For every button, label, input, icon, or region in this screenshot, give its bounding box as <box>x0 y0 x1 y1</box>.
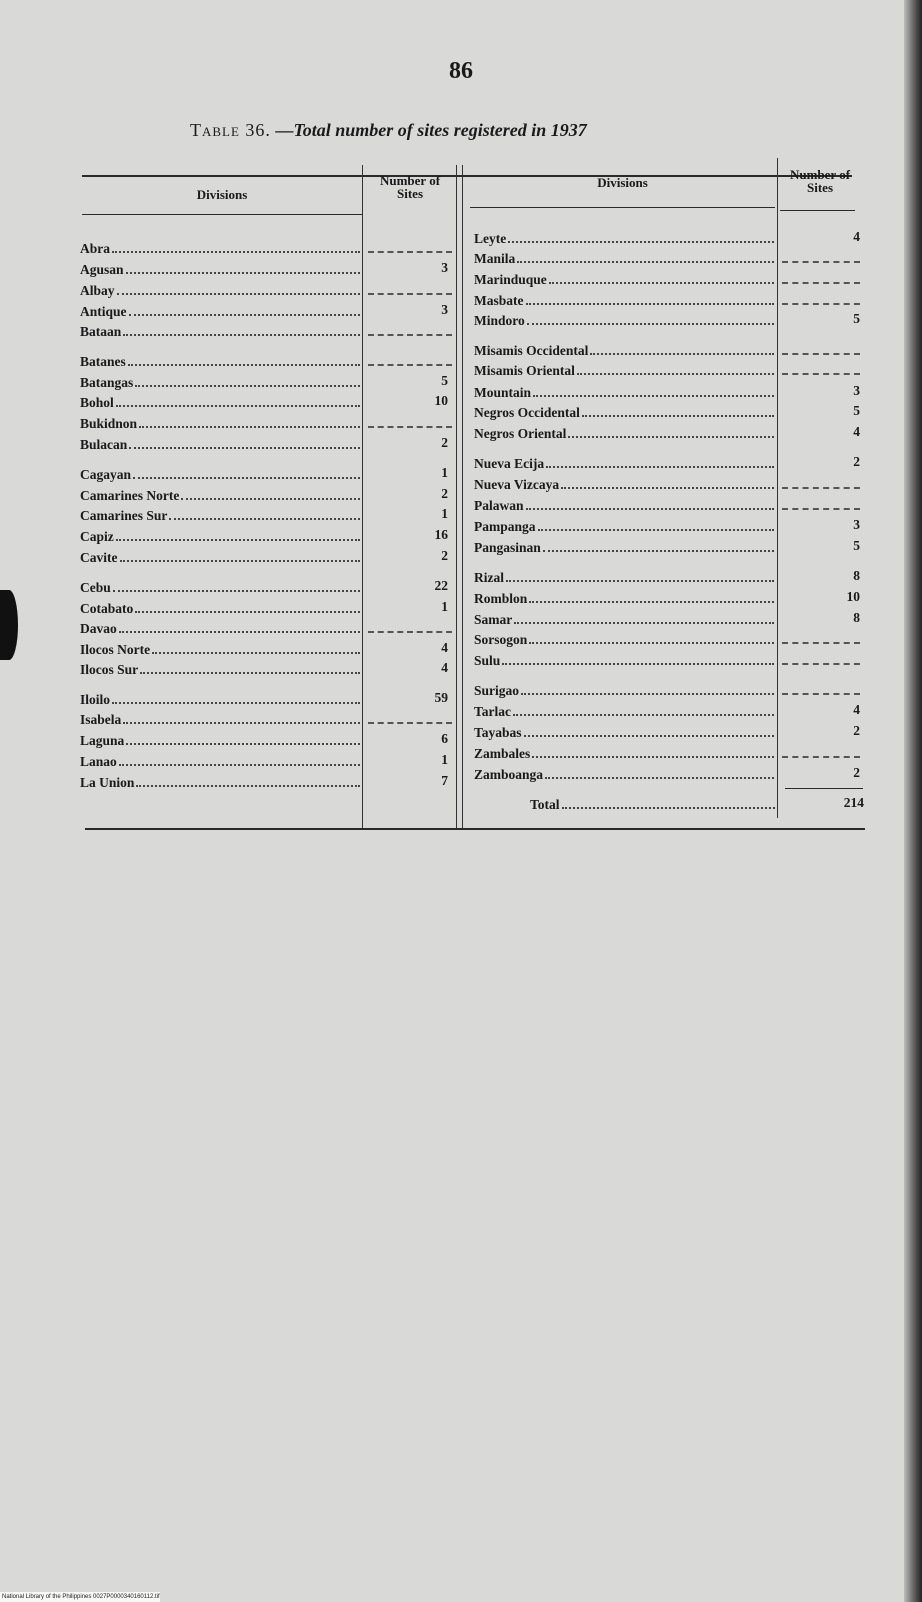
left-empty-count-dash <box>368 251 452 253</box>
right-leader-dots <box>526 302 775 305</box>
page-edge-shadow <box>904 0 922 1602</box>
right-leader-dots <box>549 281 774 284</box>
right-leader-dots <box>517 260 774 263</box>
left-row <box>80 239 360 257</box>
left-row <box>80 414 360 432</box>
left-row <box>80 599 360 617</box>
left-leader-dots <box>126 271 360 274</box>
right-row <box>474 744 774 762</box>
right-leader-dots <box>590 352 774 355</box>
left-division-name: La Union <box>80 775 135 790</box>
right-leader-dots <box>582 414 774 417</box>
right-site-count: 5 <box>853 538 860 553</box>
right-division-name: Surigao <box>474 683 520 698</box>
right-site-count: 5 <box>853 403 860 418</box>
right-site-count: 2 <box>853 454 860 469</box>
left-empty-count-dash <box>368 364 452 366</box>
left-row <box>80 710 360 728</box>
left-site-count: 7 <box>441 773 448 788</box>
header-sites-left <box>365 174 455 200</box>
header-rule-right <box>470 207 775 208</box>
left-leader-dots <box>152 651 360 654</box>
right-leader-dots <box>561 486 774 489</box>
left-division-name: Cebu <box>80 580 111 595</box>
left-row <box>80 640 360 658</box>
right-site-count: 4 <box>853 229 860 244</box>
right-division-name: Negros Oriental <box>474 426 567 441</box>
left-empty-count-dash <box>368 631 452 633</box>
right-row <box>474 424 774 442</box>
right-empty-count-dash <box>782 642 860 644</box>
left-row <box>80 578 360 596</box>
left-division-name: Laguna <box>80 733 125 748</box>
right-leader-dots <box>506 579 774 582</box>
left-empty-count-dash <box>368 293 452 295</box>
right-division-name: Nueva Ecija <box>474 456 545 471</box>
left-division-name: Capiz <box>80 529 114 544</box>
right-row <box>474 538 774 556</box>
left-leader-dots <box>135 610 360 613</box>
right-row <box>474 610 774 628</box>
left-row <box>80 435 360 453</box>
bottom-rule <box>85 828 865 830</box>
right-row <box>474 765 774 783</box>
right-division-name: Zambales <box>474 746 531 761</box>
right-leader-dots <box>543 549 774 552</box>
left-leader-dots <box>181 497 360 500</box>
right-leader-dots <box>577 372 774 375</box>
right-site-count: 8 <box>853 568 860 583</box>
right-leader-dots <box>521 692 774 695</box>
left-row <box>80 773 360 791</box>
right-row <box>474 517 774 535</box>
left-division-name: Bulacan <box>80 437 128 452</box>
right-division-name: Leyte <box>474 231 507 246</box>
left-site-count: 2 <box>441 435 448 450</box>
left-division-name: Cavite <box>80 550 118 565</box>
left-leader-dots <box>169 517 360 520</box>
left-leader-dots <box>128 363 360 366</box>
right-site-count: 2 <box>853 765 860 780</box>
right-division-name: Romblon <box>474 591 528 606</box>
right-site-count: 4 <box>853 702 860 717</box>
total-value: 214 <box>843 795 864 810</box>
left-division-name: Cotabato <box>80 601 134 616</box>
left-row <box>80 352 360 370</box>
left-division-name: Cagayan <box>80 467 132 482</box>
right-division-name: Zamboanga <box>474 767 544 782</box>
left-division-name: Albay <box>80 283 115 298</box>
left-division-name: Camarines Norte <box>80 488 180 503</box>
left-row <box>80 660 360 678</box>
right-division-name: Misamis Oriental <box>474 363 575 378</box>
col-divider-2 <box>456 165 457 828</box>
right-empty-count-dash <box>782 353 860 355</box>
right-row <box>474 702 774 720</box>
left-row <box>80 302 360 320</box>
header-rule-right-sites <box>780 210 855 211</box>
left-division-name: Antique <box>80 304 127 319</box>
left-leader-dots <box>129 313 360 316</box>
right-leader-dots <box>529 600 774 603</box>
right-division-name: Sorsogon <box>474 632 528 647</box>
right-division-name: Mountain <box>474 385 532 400</box>
right-empty-count-dash <box>782 303 860 305</box>
header-sites-right <box>780 168 860 194</box>
right-row <box>474 496 774 514</box>
left-row <box>80 752 360 770</box>
right-leader-dots <box>526 507 774 510</box>
left-division-name: Ilocos Sur <box>80 662 139 677</box>
right-row <box>474 651 774 669</box>
right-division-name: Mindoro <box>474 313 525 328</box>
left-site-count: 16 <box>434 527 448 542</box>
left-row <box>80 281 360 299</box>
header-divisions-left: Divisions <box>196 187 248 202</box>
right-division-name: Masbate <box>474 293 524 308</box>
right-empty-count-dash <box>782 487 860 489</box>
left-division-name: Bohol <box>80 395 114 410</box>
left-leader-dots <box>119 630 360 633</box>
left-leader-dots <box>119 763 360 766</box>
left-leader-dots <box>129 446 360 449</box>
col-divider-3 <box>462 165 463 828</box>
left-leader-dots <box>117 292 360 295</box>
left-row <box>80 548 360 566</box>
right-row <box>474 270 774 288</box>
left-site-count: 3 <box>441 302 448 317</box>
left-leader-dots <box>133 476 360 479</box>
left-division-name: Agusan <box>80 262 124 277</box>
left-row <box>80 619 360 637</box>
left-empty-count-dash <box>368 334 452 336</box>
right-leader-dots <box>533 394 774 397</box>
right-site-count: 8 <box>853 610 860 625</box>
left-division-name: Davao <box>80 621 117 636</box>
right-empty-count-dash <box>782 261 860 263</box>
scan-footer-text: National Library of the Philippines 0027P0000340160112.tif <box>2 1594 160 1600</box>
left-site-count: 5 <box>441 373 448 388</box>
right-row <box>474 341 774 359</box>
header-sites-left-line2: Sites <box>397 186 423 201</box>
left-row <box>80 373 360 391</box>
right-leader-dots <box>524 734 774 737</box>
left-site-count: 1 <box>441 599 448 614</box>
left-site-count: 6 <box>441 731 448 746</box>
left-row <box>80 486 360 504</box>
left-site-count: 2 <box>441 548 448 563</box>
left-site-count: 1 <box>441 465 448 480</box>
right-row <box>474 229 774 247</box>
left-row <box>80 731 360 749</box>
right-division-name: Manila <box>474 251 516 266</box>
col-divider-1 <box>362 165 363 828</box>
right-division-name: Tarlac <box>474 704 511 719</box>
right-row <box>474 589 774 607</box>
left-row <box>80 527 360 545</box>
left-row <box>80 690 360 708</box>
left-leader-dots <box>123 721 360 724</box>
left-division-name: Isabela <box>80 712 122 727</box>
table-title-label: Table 36. <box>190 120 271 140</box>
header-rule-left <box>82 214 362 215</box>
right-site-count: 2 <box>853 723 860 738</box>
right-division-name: Tayabas <box>474 725 522 740</box>
right-site-count: 3 <box>853 517 860 532</box>
right-leader-dots <box>529 641 774 644</box>
left-site-count: 3 <box>441 260 448 275</box>
left-division-name: Bataan <box>80 324 122 339</box>
right-row <box>474 403 774 421</box>
right-row <box>474 568 774 586</box>
right-row <box>474 475 774 493</box>
left-leader-dots <box>123 333 360 336</box>
left-site-count: 4 <box>441 660 448 675</box>
left-row <box>80 393 360 411</box>
right-leader-dots <box>538 528 774 531</box>
left-site-count: 2 <box>441 486 448 501</box>
right-division-name: Sulu <box>474 653 501 668</box>
right-division-name: Nueva Vizcaya <box>474 477 560 492</box>
right-site-count: 3 <box>853 383 860 398</box>
right-row <box>474 723 774 741</box>
right-division-name: Marinduque <box>474 272 547 287</box>
left-leader-dots <box>112 701 360 704</box>
left-site-count: 4 <box>441 640 448 655</box>
right-row <box>474 291 774 309</box>
right-leader-dots <box>527 322 774 325</box>
right-division-name: Misamis Occidental <box>474 343 589 358</box>
left-row <box>80 506 360 524</box>
right-leader-dots <box>546 465 774 468</box>
right-division-name: Rizal <box>474 570 504 585</box>
right-empty-count-dash <box>782 373 860 375</box>
left-leader-dots <box>140 671 360 674</box>
left-empty-count-dash <box>368 426 452 428</box>
right-leader-dots <box>502 662 774 665</box>
left-leader-dots <box>120 559 361 562</box>
left-site-count: 59 <box>434 690 448 705</box>
left-division-name: Batanes <box>80 354 126 369</box>
left-leader-dots <box>112 250 360 253</box>
right-leader-dots <box>568 435 774 438</box>
right-row <box>474 630 774 648</box>
left-leader-dots <box>116 404 360 407</box>
right-empty-count-dash <box>782 508 860 510</box>
left-division-name: Abra <box>80 241 110 256</box>
table-title-text: —Total number of sites registered in 1937 <box>275 120 587 140</box>
right-leader-dots <box>513 713 774 716</box>
scan-blot <box>0 590 18 660</box>
right-row <box>474 454 774 472</box>
left-site-count: 1 <box>441 506 448 521</box>
right-row <box>474 249 774 267</box>
left-division-name: Bukidnon <box>80 416 138 431</box>
header-sites-right-line2: Sites <box>807 180 833 195</box>
right-leader-dots <box>545 776 774 779</box>
left-leader-dots <box>135 384 360 387</box>
right-leader-dots <box>514 621 774 624</box>
right-row <box>474 361 774 379</box>
left-leader-dots <box>136 784 360 787</box>
total-label: Total <box>530 797 560 812</box>
header-divisions-right: Divisions <box>597 175 648 190</box>
right-site-count: 4 <box>853 424 860 439</box>
total-rule <box>785 788 863 789</box>
right-leader-dots <box>508 240 774 243</box>
left-site-count: 1 <box>441 752 448 767</box>
right-empty-count-dash <box>782 282 860 284</box>
left-site-count: 22 <box>434 578 448 593</box>
left-division-name: Iloilo <box>80 692 111 707</box>
right-row <box>474 311 774 329</box>
left-leader-dots <box>113 589 360 592</box>
total-row <box>530 795 775 813</box>
table-title <box>190 120 587 141</box>
left-division-name: Camarines Sur <box>80 508 168 523</box>
left-division-name: Lanao <box>80 754 117 769</box>
left-site-count: 10 <box>434 393 448 408</box>
left-row <box>80 465 360 483</box>
right-site-count: 5 <box>853 311 860 326</box>
right-empty-count-dash <box>782 663 860 665</box>
right-empty-count-dash <box>782 693 860 695</box>
right-site-count: 10 <box>846 589 860 604</box>
left-division-name: Ilocos Norte <box>80 642 151 657</box>
left-row <box>80 322 360 340</box>
right-division-name: Pangasinan <box>474 540 541 555</box>
left-leader-dots <box>139 425 360 428</box>
right-division-name: Negros Occidental <box>474 405 580 420</box>
right-row <box>474 681 774 699</box>
left-row <box>80 260 360 278</box>
right-division-name: Pampanga <box>474 519 536 534</box>
left-empty-count-dash <box>368 722 452 724</box>
left-leader-dots <box>116 538 360 541</box>
header-sites-right-line1: Number of <box>789 167 851 182</box>
col-divider-4 <box>777 158 778 818</box>
header-sites-left-line1: Number of <box>379 173 441 188</box>
total-leader-dots <box>562 806 775 809</box>
right-row <box>474 383 774 401</box>
left-leader-dots <box>126 742 360 745</box>
right-division-name: Samar <box>474 612 513 627</box>
right-leader-dots <box>532 755 774 758</box>
right-empty-count-dash <box>782 756 860 758</box>
right-division-name: Palawan <box>474 498 524 513</box>
page-number: 86 <box>449 58 473 84</box>
left-division-name: Batangas <box>80 375 134 390</box>
